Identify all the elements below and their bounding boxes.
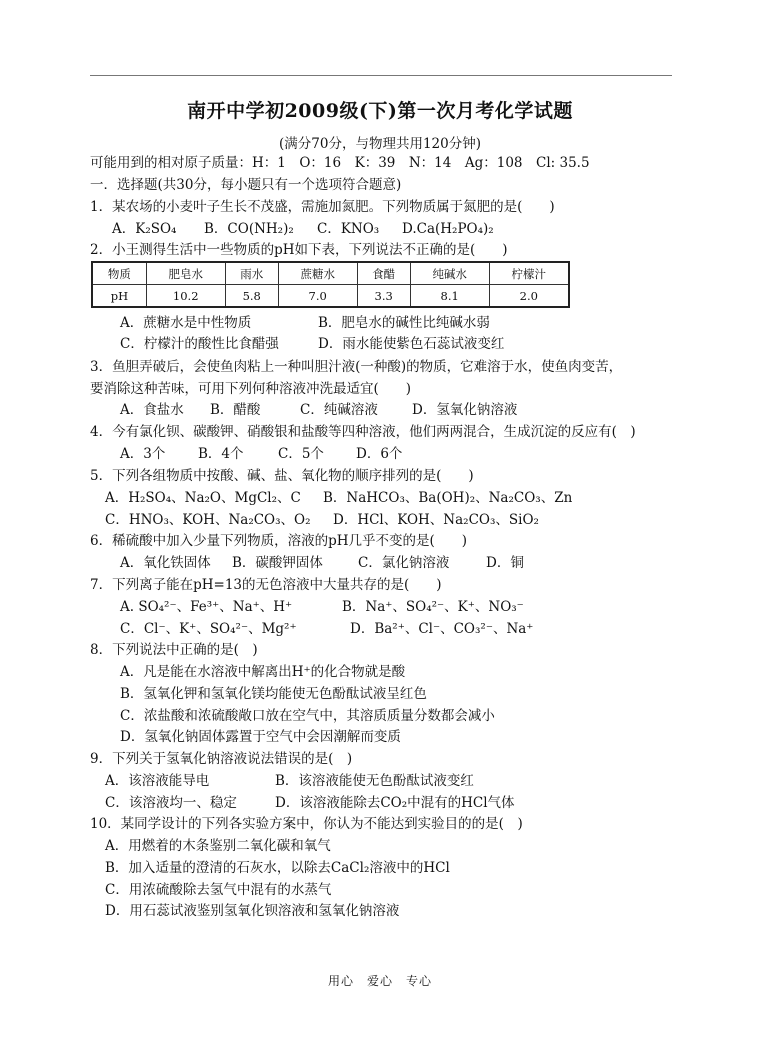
q6-option-b: B．碳酸钾固体 <box>232 555 323 571</box>
table-cell: 7.0 <box>278 285 357 308</box>
q10-option-d: D．用石蕊试液鉴别氢氧化钡溶液和氢氧化钠溶液 <box>105 903 400 919</box>
q2-option-a: A．蔗糖水是中性物质 <box>120 315 252 331</box>
table-cell: 食醋 <box>357 262 410 285</box>
table-cell: 柠檬汁 <box>489 262 569 285</box>
table-cell: 10.2 <box>146 285 225 308</box>
table-row <box>92 285 569 308</box>
q9-option-d: D．该溶液能除去CO₂中混有的HCl气体 <box>275 795 515 811</box>
q3-stem-line1: 3．鱼胆弄破后，会使鱼肉粘上一种叫胆汁液(一种酸)的物质，它难溶于水，使鱼肉变苦， <box>90 359 623 375</box>
q10-option-b: B．加入适量的澄清的石灰水，以除去CaCl₂溶液中的HCl <box>105 860 450 876</box>
q1-stem: 1．某农场的小麦叶子生长不茂盛，需施加氮肥。下列物质属于氮肥的是( ) <box>90 199 555 215</box>
q8-option-b: B．氢氧化钾和氢氧化镁均能使无色酚酞试液呈红色 <box>120 686 427 702</box>
q4-option-d: D．6个 <box>356 446 403 462</box>
q5-option-a: A．H₂SO₄、Na₂O、MgCl₂、C <box>105 490 301 506</box>
q4-option-b: B．4个 <box>198 446 244 462</box>
q5-stem: 5．下列各组物质中按酸、碱、盐、氧化物的顺序排列的是( ) <box>90 468 474 484</box>
q7-option-c: C．Cl⁻、K⁺、SO₄²⁻、Mg²⁺ <box>120 621 297 637</box>
q3-option-b: B．醋酸 <box>210 402 261 418</box>
table-cell: 5.8 <box>225 285 278 308</box>
q9-option-a: A．该溶液能导电 <box>105 773 210 789</box>
q2-option-c: C．柠檬汁的酸性比食醋强 <box>120 336 279 352</box>
q3-stem-line2: 要消除这种苦味，可用下列何种溶液冲洗最适宜( ) <box>90 381 412 397</box>
q2-option-b: B．肥皂水的碱性比纯碱水弱 <box>318 315 490 331</box>
q2-option-d: D．雨水能使紫色石蕊试液变红 <box>318 336 505 352</box>
q9-option-b: B．该溶液能使无色酚酞试液变红 <box>275 773 474 789</box>
table-cell: 雨水 <box>225 262 278 285</box>
table-cell: 蔗糖水 <box>278 262 357 285</box>
atomic-masses: 可能用到的相对原子质量：H：1 O：16 K：39 N：14 Ag：108 Cl: 35.5 <box>90 155 590 171</box>
q8-stem: 8．下列说法中正确的是( ) <box>90 642 258 658</box>
table-cell: 纯碱水 <box>410 262 489 285</box>
q1-option-c: C．KNO₃ <box>317 221 380 237</box>
q8-option-a: A．凡是能在水溶液中解离出H⁺的化合物就是酸 <box>120 664 406 680</box>
q6-option-c: C．氯化钠溶液 <box>358 555 450 571</box>
q4-option-c: C．5个 <box>278 446 324 462</box>
ph-table <box>91 261 570 308</box>
q2-stem: 2．小王测得生活中一些物质的pH如下表，下列说法不正确的是( ) <box>90 242 508 258</box>
q10-option-a: A．用燃着的木条鉴别二氧化碳和氧气 <box>105 838 331 854</box>
q5-option-d: D．HCl、KOH、Na₂CO₃、SiO₂ <box>333 512 539 528</box>
q6-option-a: A．氧化铁固体 <box>120 555 211 571</box>
q7-stem: 7．下列离子能在pH=13的无色溶液中大量共存的是( ) <box>90 577 442 593</box>
page-title: 南开中学初2009级(下)第一次月考化学试题 <box>187 100 573 122</box>
q7-option-d: D．Ba²⁺、Cl⁻、CO₃²⁻、Na⁺ <box>350 621 534 637</box>
q3-option-c: C．纯碱溶液 <box>300 402 378 418</box>
section-heading: 一．选择题(共30分，每小题只有一个选项符合题意) <box>90 177 402 193</box>
table-cell: 3.3 <box>357 285 410 308</box>
table-cell: 肥皂水 <box>146 262 225 285</box>
page-footer: 用心 爱心 专心 <box>327 974 432 988</box>
q3-option-d: D．氢氧化钠溶液 <box>412 402 518 418</box>
q4-stem: 4．今有氯化钡、碳酸钾、硝酸银和盐酸等四种溶液，他们两两混合，生成沉淀的反应有( ) <box>90 424 636 440</box>
table-cell: 物质 <box>92 262 146 285</box>
q5-option-c: C．HNO₃、KOH、Na₂CO₃、O₂ <box>105 512 311 528</box>
table-cell: 8.1 <box>410 285 489 308</box>
q8-option-d: D．氢氧化钠固体露置于空气中会因潮解而变质 <box>120 729 401 745</box>
table-row <box>92 262 569 285</box>
q7-option-b: B．Na⁺、SO₄²⁻、K⁺、NO₃⁻ <box>342 599 524 615</box>
q3-option-a: A．食盐水 <box>120 402 184 418</box>
q10-stem: 10．某同学设计的下列各实验方案中，你认为不能达到实验目的的是( ) <box>90 816 523 832</box>
q1-option-a: A．K₂SO₄ <box>112 221 177 237</box>
table-cell: pH <box>92 285 146 308</box>
q8-option-c: C．浓盐酸和浓硫酸敞口放在空气中，其溶质质量分数都会减小 <box>120 708 495 724</box>
header-rule <box>90 75 672 76</box>
page-subtitle: (满分70分，与物理共用120分钟) <box>279 136 481 152</box>
q1-option-d: D.Ca(H₂PO₄)₂ <box>402 221 494 237</box>
q9-option-c: C．该溶液均一、稳定 <box>105 795 237 811</box>
q6-stem: 6．稀硫酸中加入少量下列物质，溶液的pH几乎不变的是( ) <box>90 533 468 549</box>
q5-option-b: B．NaHCO₃、Ba(OH)₂、Na₂CO₃、Zn <box>323 490 573 506</box>
q6-option-d: D．铜 <box>486 555 524 571</box>
q1-option-b: B．CO(NH₂)₂ <box>204 221 294 237</box>
table-cell: 2.0 <box>489 285 569 308</box>
q9-stem: 9．下列关于氢氧化钠溶液说法错误的是( ) <box>90 751 353 767</box>
q10-option-c: C．用浓硫酸除去氢气中混有的水蒸气 <box>105 882 332 898</box>
q7-option-a: A. SO₄²⁻、Fe³⁺、Na⁺、H⁺ <box>120 599 293 615</box>
q4-option-a: A．3个 <box>120 446 166 462</box>
